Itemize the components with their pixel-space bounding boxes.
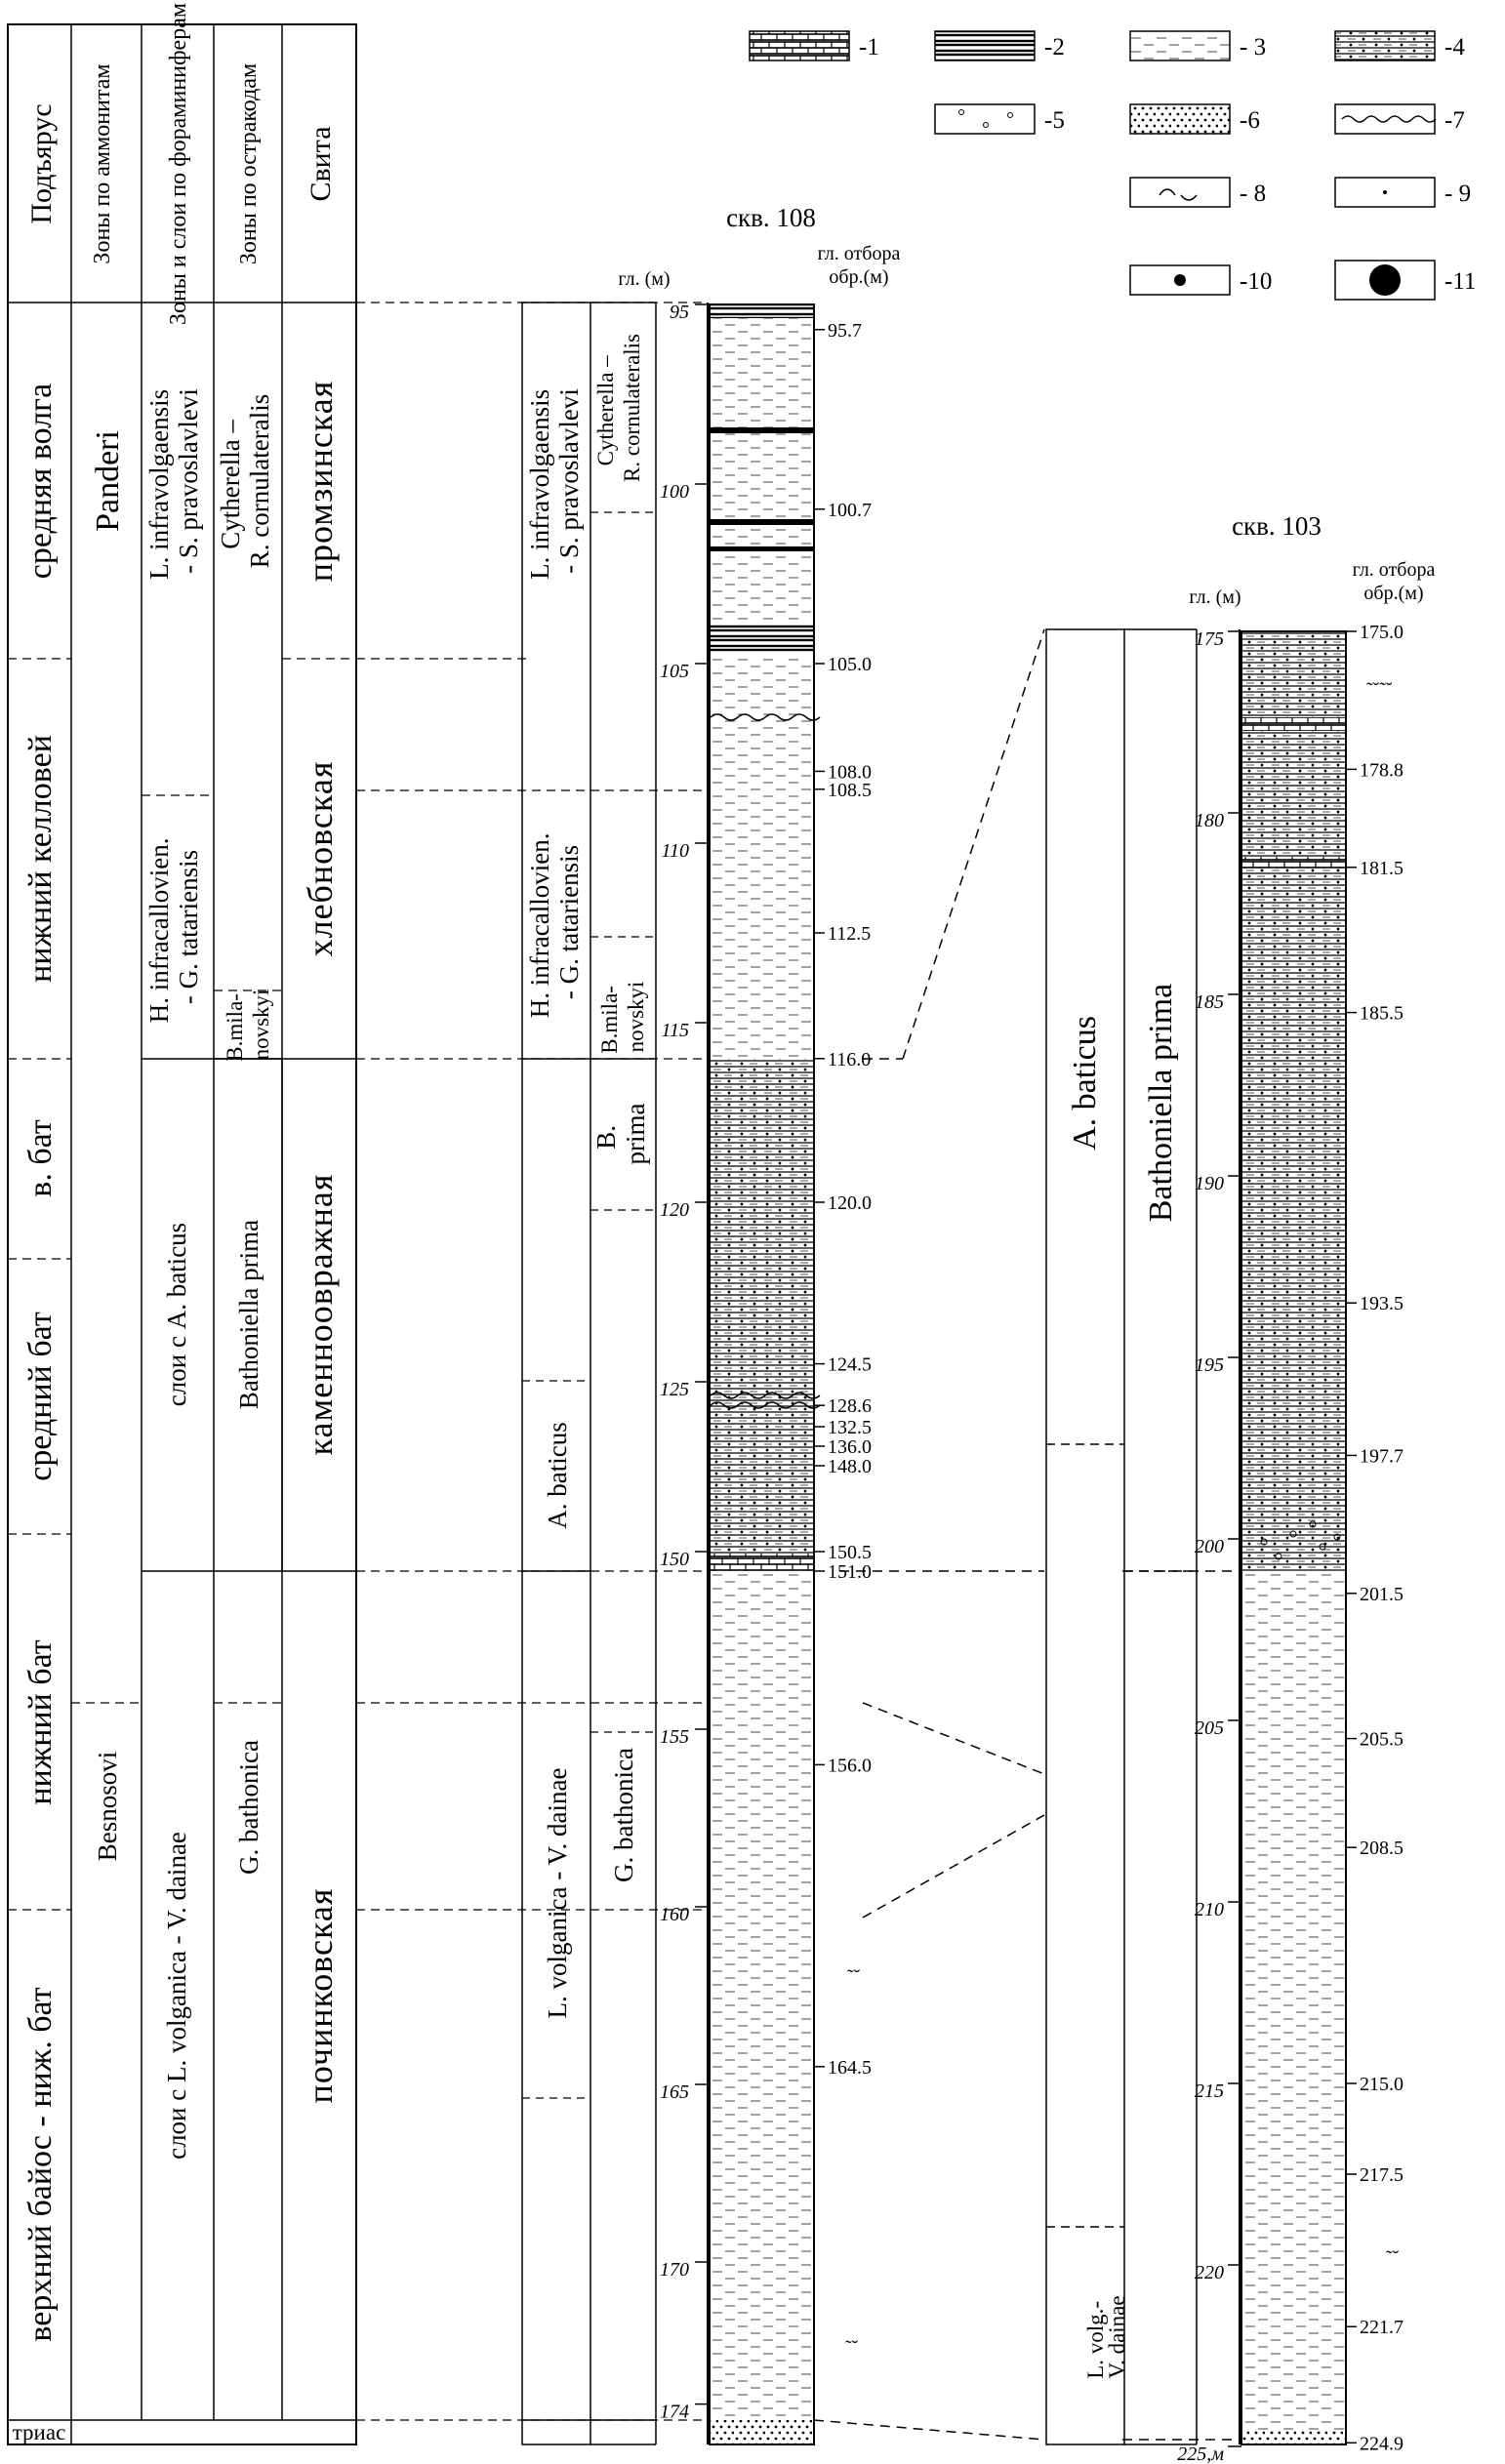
- w103-foram-volg: [1083, 2295, 1129, 2379]
- w108-sample-label: 124.5: [828, 1353, 872, 1376]
- legend-item-2: [935, 31, 1065, 61]
- w108-band-3: [710, 519, 814, 525]
- foram-infracall-line2: - G. tatariensis: [174, 849, 203, 1005]
- w108-sample-label: 120.0: [828, 1192, 872, 1214]
- legend-item-4: [1335, 31, 1465, 61]
- w103-limestone-2: [1241, 857, 1346, 868]
- w108-sample-label: 108.0: [828, 761, 872, 784]
- w108-ostracod-bathonica: G. bathonica: [609, 1748, 638, 1882]
- w103-depth-tick-label: 205: [1195, 1717, 1224, 1739]
- w103-sample-label: 175.0: [1360, 622, 1403, 643]
- w103-bivalve-mark-2: ˜˘: [1386, 2247, 1400, 2269]
- w108-lithology-column: [710, 304, 820, 2444]
- w103-depth-tick-label: 210: [1195, 1899, 1224, 1920]
- w108-sample-label: 116.0: [828, 1048, 872, 1070]
- legend-label-9: - 9: [1444, 181, 1472, 207]
- ammonite-besnosovi: Besnosovi: [93, 1751, 122, 1862]
- foram-baticus-layers: слои с A. baticus: [162, 1222, 191, 1407]
- w108-foram-infravolg-line2: - S. pravoslavlevi: [554, 388, 584, 574]
- w108-ostracod-milanov: [597, 980, 648, 1053]
- w108-foram-baticus: A. baticus: [543, 1422, 572, 1529]
- w103-depth-tick-label: 175: [1195, 628, 1224, 650]
- ammonite-column: [90, 430, 126, 1861]
- w108-sample-label: 112.5: [828, 923, 872, 945]
- w108-sample-label: 100.7: [828, 499, 872, 521]
- w108-depth-tick-label: 150: [660, 1549, 689, 1570]
- substage-upper-bajocian: верхний байос - ниж. бат: [22, 1987, 59, 2342]
- w103-sample-label: 205.5: [1360, 1728, 1403, 1751]
- header-ammonite-zones-text: Зоны по аммонитам: [90, 63, 115, 264]
- legend-label-7: -7: [1444, 107, 1465, 134]
- foram-infracall-line1: H. infracallovien.: [144, 837, 174, 1024]
- w103-lithology-column: [1241, 631, 1346, 2444]
- w108-depth-tick-label: 110: [661, 840, 689, 862]
- substage-trias: триас: [12, 2420, 66, 2444]
- well-103-sample-label-1: гл. отбора: [1352, 559, 1436, 581]
- legend-label-4: -4: [1444, 34, 1465, 61]
- w103-depth-tick-label: 180: [1195, 810, 1224, 831]
- w103-sample-label: 201.5: [1360, 1583, 1403, 1605]
- w103-sample-label: 178.8: [1360, 759, 1403, 782]
- w103-ostracod-prima: Bathoniella prima: [1143, 983, 1179, 1223]
- w108-depth-tick-label: 155: [660, 1726, 689, 1748]
- legend-label-5: -5: [1044, 107, 1065, 134]
- w103-sample-label: 193.5: [1360, 1293, 1403, 1315]
- legend-item-3: [1130, 31, 1266, 61]
- header-foram-zones: Зоны и слои по фораминиферам: [166, 2, 191, 326]
- w108-depth-tick-label: 170: [660, 2259, 689, 2281]
- w103-depth-ticks: [1177, 628, 1241, 2464]
- legend-label-2: -2: [1044, 34, 1065, 61]
- foram-infravolg-line2: - S. pravoslavlevi: [174, 388, 203, 574]
- w108-ostracod-prima-line1: B.: [591, 1124, 621, 1150]
- substage-upper-bath: в. бат: [22, 1119, 59, 1197]
- formation-kamen: каменноовражная: [301, 1173, 340, 1456]
- header-formation: Свита: [305, 126, 337, 202]
- w108-depth-tick-label: 115: [661, 1020, 689, 1041]
- w108-sample-label: 148.0: [828, 1456, 872, 1477]
- well-103-sample-label-2: обр.(м): [1363, 583, 1424, 604]
- w108-bivalve-mark-2: ˜˘: [845, 2337, 859, 2359]
- legend-item-6: [1130, 104, 1260, 134]
- w108-bivalve-mark-1: ˜˘: [847, 1966, 861, 1988]
- w108-sample-label: 156.0: [828, 1755, 872, 1777]
- w108-sample-label: 164.5: [828, 2056, 872, 2079]
- substage-column: [13, 384, 66, 2444]
- w108-depth-tick-label: 160: [660, 1904, 689, 1925]
- foram-infracall: [144, 831, 203, 1023]
- w108-foram-infravolg: [525, 383, 584, 580]
- w103-depth-tick-label: 195: [1195, 1354, 1224, 1376]
- w108-sand: [710, 2420, 814, 2444]
- legend-item-1: [750, 31, 879, 61]
- formation-column: [301, 381, 340, 2104]
- legend-label-10: -10: [1240, 268, 1273, 295]
- w108-depth-tick-label: 120: [660, 1199, 689, 1221]
- w103-clay: [1241, 1573, 1346, 2430]
- header-ammonite-zones: [90, 63, 115, 263]
- well-108-title: скв. 108: [726, 203, 816, 232]
- ostracod-bathonica: G. bathonica: [234, 1740, 264, 1875]
- w108-ostracod-cytherella-line2: R. cornulateralis: [620, 333, 644, 483]
- w103-sample-label: 208.5: [1360, 1838, 1403, 1860]
- w103-foram-volg-line2: V. dainae: [1105, 2295, 1129, 2379]
- ostracod-cytherella-line1: Cytherella –: [216, 420, 245, 549]
- ostracod-milanov-line1: B.mila-: [223, 993, 247, 1062]
- formation-khleb: хлебновская: [301, 760, 340, 957]
- w108-ostracod-cytherella-line1: Cytherella –: [593, 355, 618, 466]
- foram-column: [144, 383, 203, 2160]
- well-108-sample-label-1: гл. отбора: [817, 243, 901, 264]
- w103-depth-tick-label: 190: [1195, 1173, 1224, 1194]
- legend-label-11: -11: [1444, 268, 1477, 295]
- w108-foram-infracall: [525, 827, 584, 1018]
- w103-bivalve-mark-1: ˜˘˜˘: [1366, 679, 1393, 701]
- w108-limestone: [710, 1554, 814, 1571]
- substage-lower-callovian: нижний келловей: [22, 735, 59, 983]
- w108-depth-ticks: [660, 302, 710, 2423]
- w108-sample-label: 150.5: [828, 1542, 872, 1563]
- ostracod-milanov-line2: novskyi: [249, 989, 273, 1061]
- header-ostracod-zones: Зоны по остракодам: [236, 62, 262, 265]
- well-108: [522, 203, 900, 2444]
- w108-sample-label: 105.0: [828, 654, 872, 675]
- legend-item-9: [1335, 178, 1471, 207]
- w108-clay-lower: [710, 1573, 814, 2420]
- well-103: [1046, 511, 1435, 2464]
- ostracod-column: [216, 394, 274, 1875]
- w108-sample-label: 95.7: [828, 319, 862, 342]
- well-103-depth-label: гл. (м): [1189, 586, 1241, 608]
- foram-infravolg: [144, 383, 203, 580]
- correlation-lines: [814, 629, 1235, 2440]
- w103-foram-volg-line1: L. volg.-: [1083, 2300, 1108, 2379]
- w108-sample-label: 132.5: [828, 1417, 872, 1438]
- foram-volganica-layers: слои с L. volganica - V. dainae: [162, 1832, 191, 2160]
- legend-item-11: [1335, 261, 1476, 300]
- legend-label-8: - 8: [1240, 181, 1267, 207]
- w103-depth-tick-label: 185: [1195, 991, 1224, 1013]
- well-108-depth-label: гл. (м): [618, 268, 671, 290]
- w108-foram-infracall-line1: H. infracallovien.: [525, 832, 554, 1019]
- w103-sample-label: 181.5: [1360, 857, 1403, 879]
- w108-sample-depths: [814, 320, 872, 2079]
- substage-middle-bath: средний бат: [22, 1312, 59, 1481]
- w108-depth-tick-label: 174: [660, 2401, 689, 2423]
- w108-depth-tick-label: 105: [660, 661, 689, 682]
- well-108-sample-label-2: обр.(м): [829, 266, 889, 288]
- w103-sample-depths: [1346, 622, 1403, 2454]
- w103-sample-label: 221.7: [1360, 2317, 1403, 2339]
- w108-foram-infravolg-line1: L. infravolgaensis: [525, 388, 554, 580]
- table-headers: [25, 3, 337, 325]
- w108-depth-tick-label: 95: [670, 302, 689, 323]
- w108-clay-main: [710, 304, 814, 1058]
- w103-sample-label: 185.5: [1360, 1002, 1403, 1025]
- w108-depth-tick-label: 125: [660, 1379, 689, 1400]
- substage-middle-volga: средняя волга: [22, 383, 59, 580]
- legend-item-7: [1335, 104, 1465, 134]
- ostracod-prima: Bathoniella prima: [234, 1219, 264, 1410]
- w108-ostracod-prima-line2: prima: [621, 1103, 650, 1165]
- legend-item-5: [935, 104, 1065, 134]
- w103-foram-baticus: A. baticus: [1067, 1016, 1103, 1151]
- w108-sample-label: 136.0: [828, 1436, 872, 1458]
- w108-sample-label: 128.6: [828, 1395, 872, 1418]
- w103-sample-label: 217.5: [1360, 2164, 1403, 2186]
- w103-depth-tick-label: 220: [1195, 2262, 1224, 2283]
- ostracod-cytherella-line2: R. cornulateralis: [245, 393, 274, 569]
- formation-pochin: починковская: [301, 1887, 340, 2104]
- w108-band-2: [710, 427, 814, 433]
- w108-ostracod-milanov-line2: novskyi: [624, 981, 648, 1053]
- w108-ostracod-milanov-line1: B.mila-: [597, 986, 622, 1054]
- ostracod-cytherella: [216, 394, 274, 568]
- legend-item-8: [1130, 178, 1266, 207]
- w103-sample-label: 224.9: [1360, 2433, 1403, 2455]
- ostracod-milanov: [223, 988, 273, 1061]
- w108-foram-infracall-line2: - G. tatariensis: [554, 844, 584, 1000]
- legend-label-1: -1: [859, 34, 879, 61]
- w103-sample-label: 215.0: [1360, 2074, 1403, 2095]
- w108-band-1: [710, 304, 814, 318]
- w108-ostracod-prima: [591, 1103, 650, 1164]
- w108-band-4: [710, 546, 814, 551]
- well-103-title: скв. 103: [1232, 511, 1322, 541]
- w103-depth-tick-label: 215: [1195, 2080, 1224, 2102]
- formation-promzin: промзинская: [301, 380, 340, 583]
- w108-depth-tick-label: 100: [660, 481, 689, 503]
- w108-sample-label: 108.5: [828, 779, 872, 801]
- legend-label-3: - 3: [1240, 34, 1267, 61]
- w103-sample-label: 197.7: [1360, 1445, 1403, 1468]
- ammonite-panderi: Panderi: [90, 430, 126, 532]
- w108-ostracod-cytherella: [593, 334, 644, 482]
- w108-silt: [710, 1059, 814, 1566]
- w103-silt: [1241, 631, 1346, 1571]
- foram-infravolg-line1: L. infravolgaensis: [144, 388, 174, 580]
- w108-depth-tick-label: 165: [660, 2081, 689, 2103]
- legend-item-10: [1130, 265, 1272, 295]
- substage-lower-bath: нижний бат: [22, 1639, 59, 1805]
- w103-depth-tick-label: 225,м: [1177, 2444, 1224, 2464]
- legend-label-6: -6: [1240, 107, 1260, 134]
- w108-sample-label: 151.0: [828, 1561, 872, 1583]
- w103-sand: [1241, 2430, 1346, 2444]
- w108-foram-volganica: L. volganica - V. dainae: [543, 1767, 572, 2019]
- w103-limestone-1: [1241, 717, 1346, 731]
- header-substage: Подъярус: [25, 103, 58, 224]
- w103-depth-tick-label: 200: [1195, 1536, 1224, 1557]
- w108-band-5: [710, 625, 814, 654]
